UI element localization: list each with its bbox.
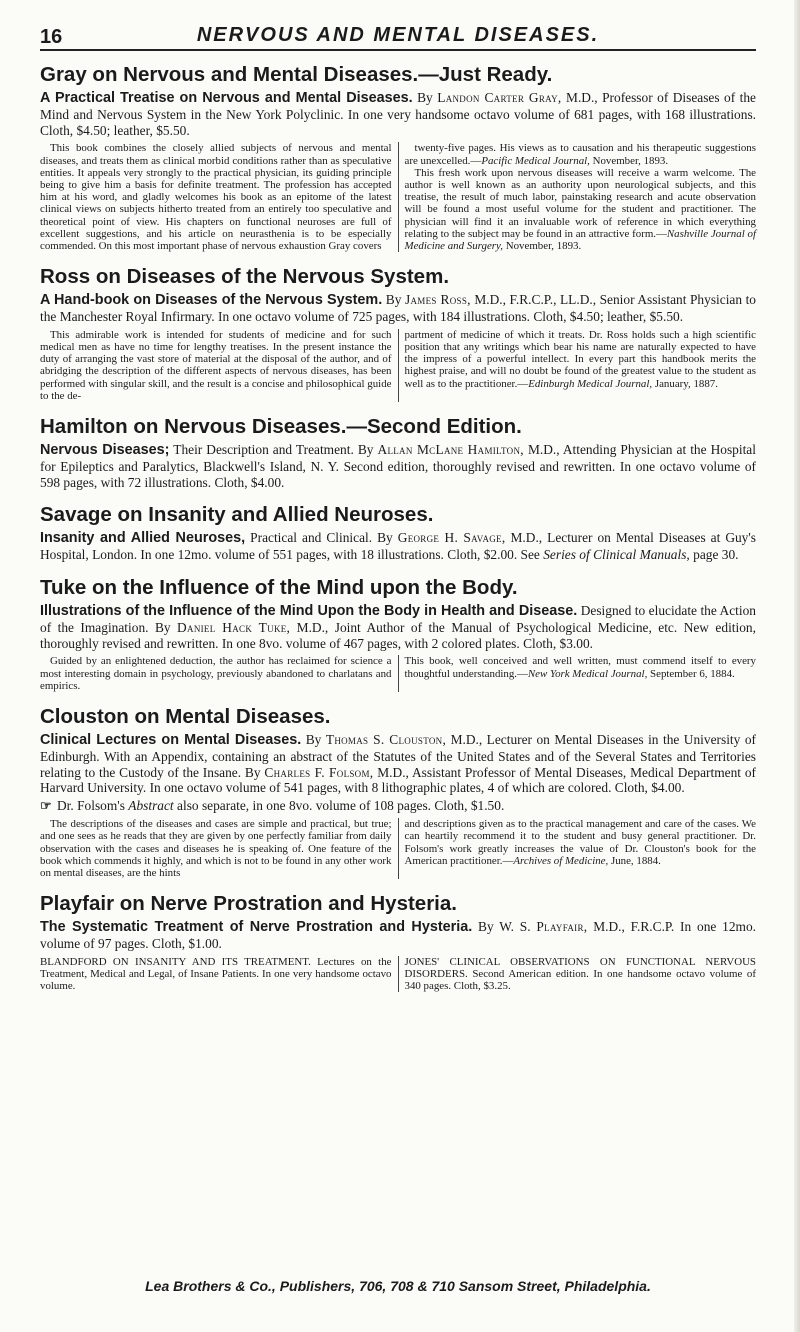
book-details: M.D., Professor of Diseases of the Mind and Nervous System in the New York Polyclinic. In one very handsome octavo volume of 681 pages, with 168 illustrations. Cloth, $4.50; leather, $5.50.	[40, 90, 756, 138]
review-date: June, 1884.	[610, 854, 661, 867]
review-right	[399, 142, 757, 252]
book-title: Clinical Lectures on Mental Diseases.	[40, 732, 302, 749]
review-columns	[40, 655, 756, 692]
review-body: This book, well conceived and well written, must commend itself to every thoughtful understanding.—	[404, 655, 756, 680]
review-text	[405, 655, 757, 679]
review-left	[40, 329, 399, 402]
review-date: November, 1893.	[592, 154, 669, 167]
entry-hamilton	[40, 414, 756, 490]
book-title: Illustrations of the Influence of the Mind Upon the Body in Health and Disease.	[40, 603, 578, 620]
related-title-right	[399, 956, 757, 993]
book-title: Insanity and Allied Neuroses,	[40, 530, 246, 547]
by-text: Their Description and Treatment. By	[173, 442, 374, 458]
page-header	[40, 22, 756, 52]
review-source: Edinburgh Medical Journal,	[528, 377, 653, 390]
related-title-text: BLANDFORD ON INSANITY AND ITS TREATMENT. Lectures on the Treatment, Medical and Legal, of Insane Patients. In one very handsome octavo volume.	[40, 955, 392, 993]
entry-description	[40, 292, 756, 325]
book-details: M.D., Lecturer on Mental Diseases in the University of Edinburgh. With an Appendix, containing an abstract of the Statutes of the United States and of the Several States and Territories relating to the Custody of the Insane. By	[40, 732, 756, 780]
author-name: Thomas S. Clouston,	[325, 732, 447, 748]
entry-description	[40, 919, 756, 952]
entry-heading: Hamilton on Nervous Diseases.—Second Edition.	[40, 415, 522, 439]
related-title-left	[40, 956, 399, 993]
by-text: Practical and Clinical. By	[250, 530, 393, 546]
book-details: M.D., Lecturer on Mental Diseases at Guy's Hospital, London. In one 12mo. volume of 551 pages, with 18 illustrations. Cloth, $2.00. See	[40, 530, 757, 563]
entry-description	[40, 603, 756, 651]
entry-heading: Tuke on the Influence of the Mind upon the Body.	[40, 576, 518, 600]
publisher-footer: Lea Brothers & Co., Publishers, 706, 708 & 710 Sansom Street, Philadelphia.	[145, 1278, 651, 1294]
by-text: By	[305, 732, 322, 748]
series-reference: Series of Clinical Manuals,	[543, 547, 690, 563]
review-left	[40, 142, 399, 252]
entry-description	[40, 442, 756, 490]
review-right	[399, 655, 757, 692]
entry-ross	[40, 264, 756, 402]
entry-description	[40, 90, 756, 138]
related-titles	[40, 956, 756, 993]
review-text	[405, 818, 757, 867]
review-date: November, 1893.	[505, 240, 582, 253]
second-author-details: M.D., Assistant Professor of Mental Diseases, Medical Department of Harvard University. In one octavo volume of 541 pages, with 8 lithographic plates, 4 of which are colored. Cloth, $4.00.	[40, 764, 756, 796]
review-text: The descriptions of the diseases and cases are simple and practical, but true; and one sees as he reads that they are given by one perfectly familiar from daily observation with the cases and diseases he is speaking of. One feature of the book which commends it highly, and which is not to be found in any other work on mental diseases, are the hints	[40, 818, 392, 880]
entry-clouston	[40, 704, 756, 879]
review-source: Nashville Journal of Medicine and Surgery,	[404, 227, 757, 253]
review-date: September 6, 1884.	[650, 667, 735, 680]
by-text: By	[417, 90, 433, 105]
entry-description	[40, 530, 756, 563]
related-title-text: JONES' CLINICAL OBSERVATIONS ON FUNCTIONAL NERVOUS DISORDERS. Second American edition. In one handsome octavo volume of 340 pages. Cloth, $3.25.	[404, 955, 756, 993]
abstract-note	[40, 798, 756, 814]
review-left	[40, 818, 399, 879]
book-details: M.D., F.R.C.P. In one 12mo. volume of 97 pages. Cloth, $1.00.	[40, 919, 756, 952]
review-text	[405, 167, 757, 252]
review-text: This admirable work is intended for students of medicine and for such medical men as have no time for lengthy treatises. In the present instance the duty of arranging the vast store of material at the disposal of the author, and of abridging the description of the different aspects of nervous diseases, has been performed with singular skill, and the result is a concise and philosophical guide to the de-	[40, 328, 392, 402]
review-text: Guided by an enlightened deduction, the author has reclaimed for science a most interesting domain in psychology, previously abandoned to charlatans and empirics.	[40, 655, 392, 692]
entry-playfair	[40, 891, 756, 992]
author-name: Daniel Hack Tuke,	[177, 619, 291, 635]
book-title: A Practical Treatise on Nervous and Mental Diseases.	[40, 90, 413, 106]
abstract-pre: Dr. Folsom's	[57, 798, 125, 814]
entry-heading: Clouston on Mental Diseases.	[40, 705, 331, 729]
book-title: A Hand-book on Diseases of the Nervous System.	[40, 292, 383, 309]
review-source: New York Medical Journal,	[527, 667, 648, 680]
review-source: Pacific Medical Journal,	[481, 154, 590, 167]
page-edge	[794, 0, 800, 1332]
entry-description	[40, 732, 756, 796]
abstract-post: also separate, in one 8vo. volume of 108 pages. Cloth, $1.50.	[177, 798, 505, 814]
entry-heading: Ross on Diseases of the Nervous System.	[40, 265, 450, 289]
running-title: NERVOUS AND MENTAL DISEASES.	[196, 24, 600, 46]
review-text	[405, 329, 757, 390]
review-body: This fresh work upon nervous diseases will receive a warm welcome. The author is well known as an authority upon neurological subjects, and this treatise, the result of much labor, painstaking research and acute observation will be found a most useful volume for the student and practitioner. The physician will find it an invaluable work of reference in which everything relating to the subject may be found in an attractive form.—	[404, 166, 756, 240]
by-text: By W. S.	[478, 919, 531, 935]
second-author-name: Charles F. Folsom,	[264, 764, 374, 780]
entry-savage	[40, 502, 756, 563]
review-text: This book combines the closely allied subjects of nervous and mental diseases, and treats them as clinical morbid conditions rather than as speculative entities. It appeals very strongly to the practical physician, its guiding principle being to give him a basis for definite treatment. The profession has accepted him at his word, and gladly welcomes his book as an epitome of the latest clinical views on subjects hitherto treated from an entirely too speculative and theoretical point of view. His chapters on functional neuroses are full of excellent suggestions, and his article on neurasthenia is to be especially commended. On this most important phase of nervous exhaustion Gray covers	[40, 142, 392, 253]
review-body: partment of medicine of which it treats. Dr. Ross holds such a high scientific position that any writings which bear his name are naturally expected to have the impress of a powerful intellect. In every part this handbook merits the highest praise, and will no doubt be found of the greatest value to the student as well as to the practitioner.—	[404, 328, 756, 390]
book-details: M.D., F.R.C.P., LL.D., Senior Assistant Physician to the Manchester Royal Infirmary. In one octavo volume of 725 pages, with 184 illustrations. Cloth, $4.50; leather, $5.50.	[40, 292, 757, 325]
book-title: The Systematic Treatment of Nerve Prostration and Hysteria.	[40, 919, 473, 936]
author-name: George H. Savage,	[397, 530, 506, 546]
author-name: Allan McLane Hamilton,	[377, 442, 524, 458]
book-details: M.D., Joint Author of the Manual of Psychological Medicine, etc. New edition, thoroughly revised and rewritten. In one 8vo. volume of 467 pages, with 2 colored plates. Cloth, $3.00.	[40, 619, 756, 651]
entry-heading: Playfair on Nerve Prostration and Hysteria.	[40, 892, 457, 916]
entry-heading: Savage on Insanity and Allied Neuroses.	[40, 503, 434, 527]
review-columns	[40, 142, 756, 252]
author-name: James Ross,	[404, 292, 471, 308]
review-right	[399, 818, 757, 879]
review-body: and descriptions given as to the practical management and care of the cases. We can heartily recommend it to the student and busy general practitioner. Dr. Folsom's work greatly increases the value of Dr. Clouston's book for the American practitioner.—	[404, 818, 756, 867]
catalog-content	[40, 62, 756, 1004]
review-right	[399, 329, 757, 402]
book-details: M.D., Attending Physician at the Hospital for Epileptics and Paralytics, Blackwell's Island, N. Y. Second edition, thoroughly revised and rewritten. In one octavo volume of 598 pages, with 72 illustrations. Cloth, $4.00.	[40, 442, 756, 490]
entry-gray	[40, 62, 756, 252]
book-title: Nervous Diseases;	[40, 442, 170, 459]
by-text: Designed to elucidate the Action of the Imagination. By	[40, 603, 756, 635]
author-name: Playfair,	[536, 919, 588, 935]
pointing-hand-icon: ☞	[40, 798, 52, 814]
review-columns	[40, 329, 756, 402]
author-name: Landon Carter Gray,	[437, 90, 562, 105]
review-text	[405, 142, 757, 166]
header-rule	[40, 49, 756, 51]
entry-heading: Gray on Nervous and Mental Diseases.—Just Ready.	[40, 63, 553, 86]
page-number: 16	[40, 26, 63, 48]
page-reference: page 30.	[693, 547, 739, 563]
review-date: January, 1887.	[654, 377, 718, 390]
by-text: By	[385, 292, 402, 308]
review-body: twenty-five pages. His views as to causation and his therapeutic suggestions are unexcelled.—	[404, 142, 756, 167]
review-source: Archives of Medicine,	[513, 854, 609, 867]
entry-tuke	[40, 575, 756, 692]
abstract-title: Abstract	[128, 798, 174, 814]
review-columns	[40, 818, 756, 879]
review-left	[40, 655, 399, 692]
